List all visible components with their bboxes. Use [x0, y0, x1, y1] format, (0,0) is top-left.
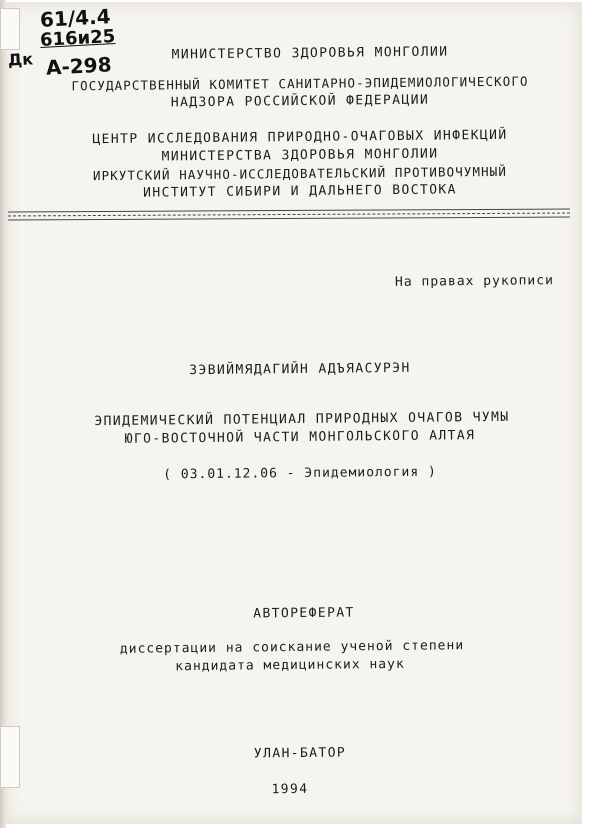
- purpose-line-2: кандидата медицинских наук: [175, 656, 405, 675]
- handwritten-inventory-number: А-298: [45, 52, 113, 80]
- committee-line-1: ГОСУДАРСТВЕННЫЙ КОМИТЕТ САНИТАРНО-ЭПИДЕМИОЛОГИЧЕСКОГО: [71, 73, 529, 94]
- title-line-2: ЮГО-ВОСТОЧНОЙ ЧАСТИ МОНГОЛЬСКОГО АЛТАЯ: [124, 428, 476, 447]
- manuscript-rights: На правах рукописи: [395, 273, 555, 290]
- specialty-code: ( 03.01.12.06 - Эпидемиология ): [163, 464, 437, 483]
- binding-edge: [0, 0, 6, 828]
- year: 1994: [271, 781, 309, 798]
- institute-line-1: ИРКУТСКИЙ НАУЧНО-ИССЛЕДОВАТЕЛЬСКИЙ ПРОТИВОЧУМНЫЙ: [92, 163, 508, 184]
- institute-line-2: ИНСТИТУТ СИБИРИ И ДАЛЬНЕГО ВОСТОКА: [143, 182, 457, 201]
- handwritten-code-second: 616и25: [39, 26, 116, 51]
- document-type: АВТОРЕФЕРАТ: [253, 605, 355, 622]
- committee-line-2: НАДЗОРА РОССИЙСКОЙ ФЕДЕРАЦИИ: [170, 92, 430, 111]
- handwritten-code-top: 61/4.4: [39, 4, 112, 32]
- author-name: ЗЭВИЙМЯДАГИЙН АДЪЯАСУРЭН: [189, 360, 411, 379]
- center-line-2: МИНИСТЕРСТВА ЗДОРОВЬЯ МОНГОЛИИ: [161, 146, 439, 165]
- handwritten-prefix: Дк: [7, 49, 34, 70]
- binding-tag-upper: [0, 8, 20, 50]
- city: УЛАН-БАТОР: [253, 745, 347, 762]
- purpose-line-1: диссертации на соискание ученой степени: [119, 638, 465, 657]
- ministry-line: МИНИСТЕРСТВО ЗДОРОВЬЯ МОНГОЛИИ: [171, 44, 449, 63]
- center-line-1: ЦЕНТР ИССЛЕДОВАНИЯ ПРИРОДНО-ОЧАГОВЫХ ИНФЕКЦИЙ: [92, 127, 508, 148]
- title-line-1: ЭПИДЕМИЧЕСКИЙ ПОТЕНЦИАЛ ПРИРОДНЫХ ОЧАГОВ ЧУМЫ: [94, 409, 510, 430]
